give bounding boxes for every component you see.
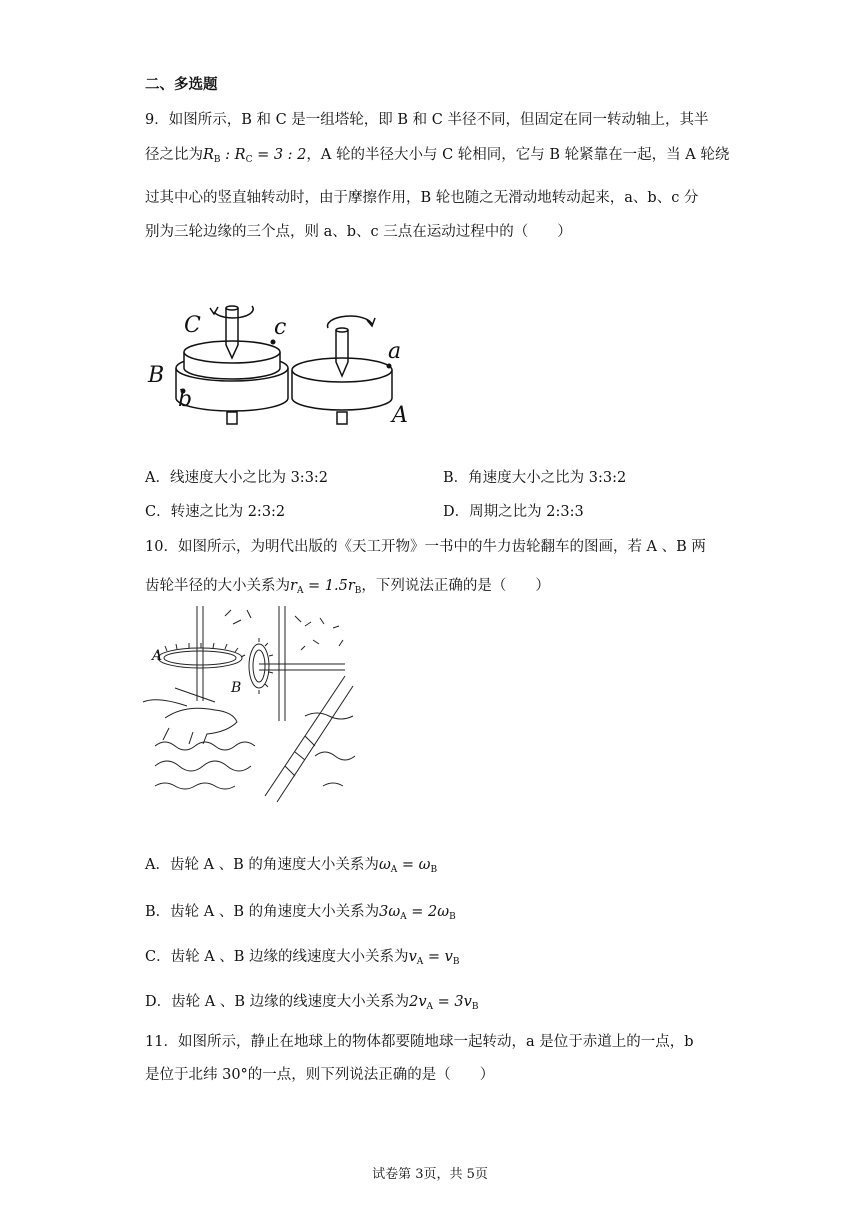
point-c-dot	[271, 340, 276, 345]
q9-line-2	[145, 145, 729, 170]
label-b: b	[178, 387, 193, 412]
q9-option-b[interactable]: B．角速度大小之比为 3:3:2	[443, 470, 627, 486]
q9-line-4: 别为三轮边缘的三个点，则 a、b、c 三点在运动过程中的（ ）	[145, 224, 572, 240]
q10-line-2-pre: 齿轮半径的大小关系为	[145, 578, 290, 594]
q10-woodcut-figure	[152, 606, 355, 802]
gear-A-label: A	[152, 648, 163, 664]
q10-option-c[interactable]	[145, 947, 459, 972]
q10-option-b-text: B．齿轮 A 、B 的角速度大小关系为	[145, 904, 380, 920]
q10-radius-formula: $r_A = 1.5r_B$	[290, 578, 362, 596]
q10-line-1: 10．如图所示，为明代出版的《天工开物》一书中的牛力齿轮翻车的图画，若 A 、B 两	[145, 539, 706, 555]
label-a: a	[388, 339, 402, 364]
q10-option-a-formula: $\omega_A = \omega_B$	[378, 857, 438, 875]
label-A: A	[392, 403, 408, 428]
q9-line-3: 过其中心的竖直轴转动时，由于摩擦作用，B 轮也随之无滑动地转动起来，a、b、c 分	[145, 190, 699, 206]
q11-line-1: 11．如图所示，静止在地球上的物体都要随地球一起转动，a 是位于赤道上的一点，b	[145, 1034, 694, 1050]
q10-option-b-formula: $3\omega_A = 2\omega_B$	[379, 904, 456, 922]
q9-wheel-figure	[140, 290, 430, 440]
q10-option-a-text: A．齿轮 A 、B 的角速度大小关系为	[145, 857, 379, 873]
q10-line-2-post: ，下列说法正确的是（ ）	[361, 578, 550, 594]
q10-option-d-text: D．齿轮 A 、B 边缘的线速度大小关系为	[145, 994, 410, 1010]
q10-option-d-formula: $2v_A = 3v_B$	[409, 994, 479, 1012]
point-a-dot	[387, 364, 392, 369]
q9-option-d[interactable]: D．周期之比为 2:3:3	[443, 504, 584, 520]
q9-option-a[interactable]: A．线速度大小之比为 3:3:2	[145, 470, 329, 486]
q10-option-b[interactable]	[145, 902, 456, 927]
q10-option-d[interactable]	[145, 992, 478, 1017]
section-title: 二、多选题	[145, 77, 218, 93]
q10-line-2	[145, 576, 550, 601]
label-B: B	[148, 363, 165, 388]
label-C: C	[184, 313, 201, 338]
q9-line-2-post: ，A 轮的半径大小与 C 轮相同，它与 B 轮紧靠在一起，当 A 轮绕	[306, 147, 730, 163]
q9-radius-ratio-formula: $R_B$ : $R_C = 3$ : 2	[203, 147, 307, 165]
q10-option-c-formula: $v_A = v_B$	[408, 949, 460, 967]
q11-line-2: 是位于北纬 30°的一点，则下列说法正确的是（ ）	[145, 1067, 495, 1083]
page-footer: 试卷第 3页，共 5页	[372, 1167, 488, 1182]
q10-option-a[interactable]	[145, 855, 437, 880]
q9-line-2-pre: 径之比为	[145, 147, 203, 163]
q9-line-1: 9．如图所示，B 和 C 是一组塔轮，即 B 和 C 半径不同，但固定在同一转动轴上，其半	[145, 112, 709, 128]
gear-B-label: B	[231, 680, 242, 696]
q10-option-c-text: C．齿轮 A 、B 边缘的线速度大小关系为	[145, 949, 409, 965]
q9-option-c[interactable]: C．转速之比为 2:3:2	[145, 504, 286, 520]
label-c: c	[274, 315, 287, 340]
